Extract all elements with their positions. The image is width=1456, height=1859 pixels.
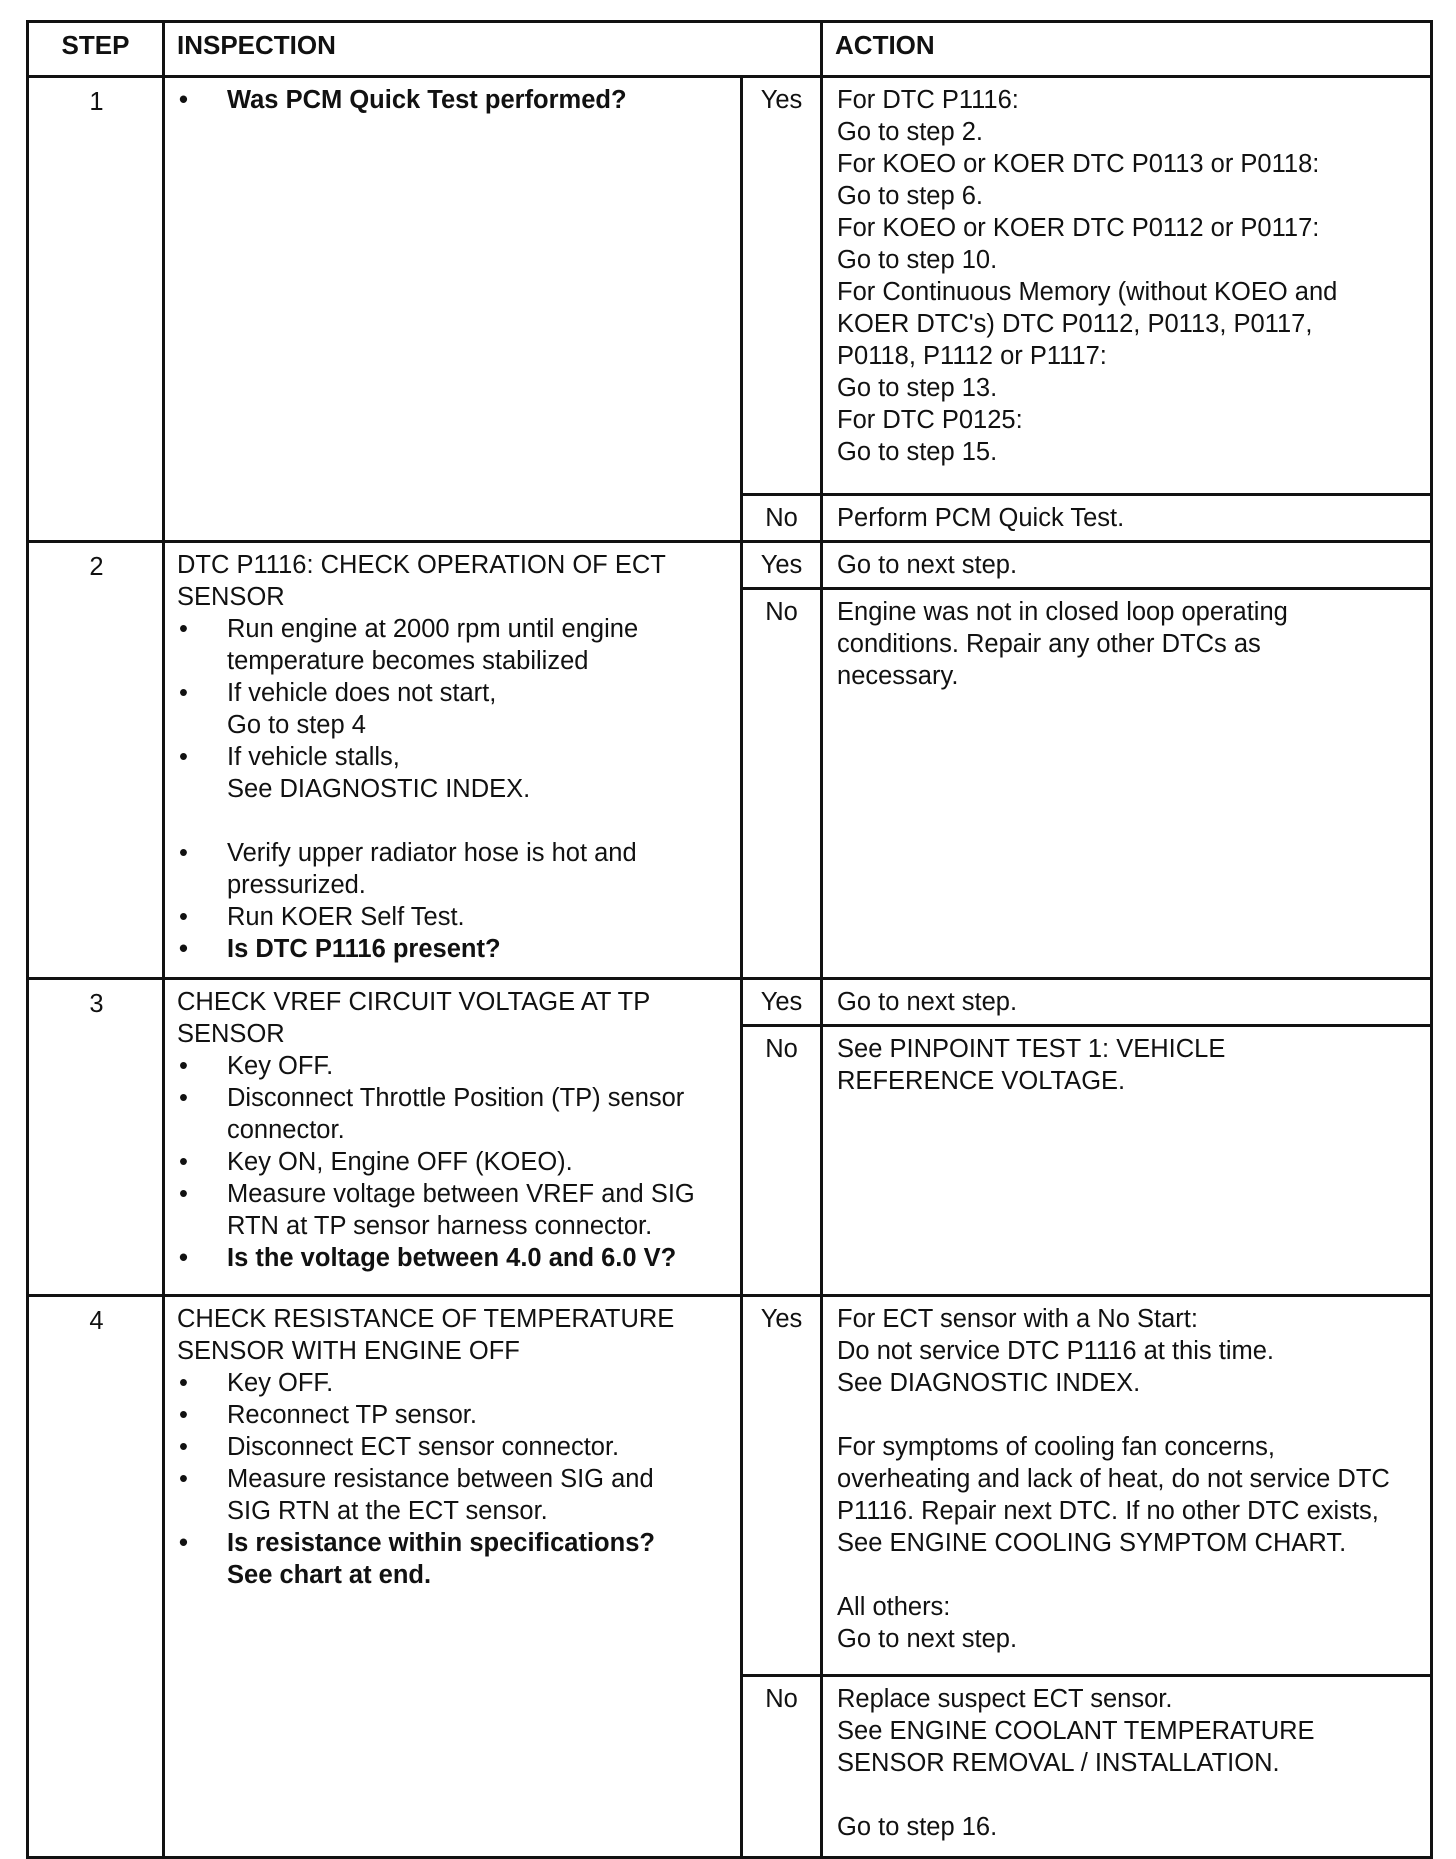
action-line: For KOEO or KOER DTC P0113 or P0118: — [837, 150, 1320, 178]
bullet-icon: • — [179, 1433, 188, 1461]
bullet-text: Run engine at 2000 rpm until engine — [227, 615, 639, 643]
bullet-text: Measure voltage between VREF and SIG — [227, 1180, 695, 1208]
inspection-title: CHECK VREF CIRCUIT VOLTAGE AT TP — [177, 988, 651, 1016]
table-row — [28, 979, 1432, 1026]
yes-action — [822, 77, 1432, 495]
inspection-title: SENSOR — [177, 1020, 285, 1048]
bullet-icon: • — [179, 1529, 188, 1557]
yes-action — [822, 979, 1432, 1026]
bullet-icon: • — [179, 1401, 188, 1429]
no-label: No — [742, 1676, 822, 1858]
bullet-icon: • — [179, 1148, 188, 1176]
action-line: Perform PCM Quick Test. — [837, 504, 1125, 532]
inspection-bullet — [177, 741, 732, 805]
action-line: Engine was not in closed loop operating — [837, 598, 1288, 626]
inspection-bullet — [177, 613, 732, 677]
action-line: P0118, P1112 or P1117: — [837, 342, 1107, 370]
inspection-bullet — [177, 677, 732, 741]
action-line: necessary. — [837, 662, 959, 690]
header-step: STEP — [28, 22, 164, 77]
bullet-text: RTN at TP sensor harness connector. — [227, 1212, 653, 1240]
yes-action — [822, 1296, 1432, 1676]
bullet-text: temperature becomes stabilized — [227, 647, 589, 675]
no-label: No — [742, 589, 822, 979]
action-line: Go to next step. — [837, 988, 1018, 1016]
action-line: Do not service DTC P1116 at this time. — [837, 1337, 1274, 1365]
table-row — [28, 1296, 1432, 1676]
bullet-text: Key ON, Engine OFF (KOEO). — [227, 1148, 573, 1176]
inspection-bullet — [177, 1431, 732, 1463]
bullet-icon: • — [179, 743, 188, 771]
inspection-bullet — [177, 1242, 732, 1274]
bullet-icon: • — [179, 903, 188, 931]
bullet-text: SIG RTN at the ECT sensor. — [227, 1497, 548, 1525]
inspection-bullet — [177, 1463, 732, 1527]
inspection-bullet — [177, 1178, 732, 1242]
inspection-title: SENSOR — [177, 583, 285, 611]
step-number: 4 — [28, 1296, 164, 1858]
action-line: Go to step 13. — [837, 374, 998, 402]
inspection-cell — [164, 77, 742, 542]
bullet-icon: • — [179, 1369, 188, 1397]
bullet-icon: • — [179, 935, 188, 963]
action-line: SENSOR REMOVAL / INSTALLATION. — [837, 1749, 1280, 1777]
action-line: All others: — [837, 1593, 951, 1621]
action-line: For Continuous Memory (without KOEO and — [837, 278, 1338, 306]
bullet-icon: • — [179, 1052, 188, 1080]
no-label: No — [742, 495, 822, 542]
action-line: For symptoms of cooling fan concerns, — [837, 1433, 1275, 1461]
bullet-text: Key OFF. — [227, 1369, 334, 1397]
yes-label: Yes — [742, 542, 822, 589]
inspection-bullet — [177, 837, 732, 901]
bullet-icon: • — [179, 615, 188, 643]
no-label: No — [742, 1026, 822, 1296]
table-row — [28, 542, 1432, 589]
action-line: Go to step 10. — [837, 246, 998, 274]
action-line: See DIAGNOSTIC INDEX. — [837, 1369, 1141, 1397]
yes-action — [822, 542, 1432, 589]
yes-label: Yes — [742, 979, 822, 1026]
action-line: See PINPOINT TEST 1: VEHICLE — [837, 1035, 1226, 1063]
bullet-icon: • — [179, 679, 188, 707]
action-line: Go to step 6. — [837, 182, 984, 210]
diagnostic-table — [26, 20, 1433, 1859]
bullet-icon: • — [179, 86, 188, 114]
bullet-icon: • — [179, 839, 188, 867]
bullet-text: Run KOER Self Test. — [227, 903, 465, 931]
action-line: overheating and lack of heat, do not service DTC — [837, 1465, 1390, 1493]
action-line: KOER DTC's) DTC P0112, P0113, P0117, — [837, 310, 1313, 338]
action-line: Replace suspect ECT sensor. — [837, 1685, 1173, 1713]
bullet-text: Reconnect TP sensor. — [227, 1401, 477, 1429]
no-action — [822, 589, 1432, 979]
header-action: ACTION — [822, 22, 1432, 77]
bullet-icon: • — [179, 1465, 188, 1493]
action-line: Go to step 2. — [837, 118, 984, 146]
bullet-text: See chart at end. — [227, 1561, 432, 1589]
bullet-icon: • — [179, 1180, 188, 1208]
bullet-text: Measure resistance between SIG and — [227, 1465, 654, 1493]
bullet-text: Disconnect ECT sensor connector. — [227, 1433, 620, 1461]
action-line: REFERENCE VOLTAGE. — [837, 1067, 1126, 1095]
bullet-text: If vehicle stalls, — [227, 743, 400, 771]
step-number: 1 — [28, 77, 164, 542]
action-line: conditions. Repair any other DTCs as — [837, 630, 1261, 658]
inspection-bullet — [177, 1146, 732, 1178]
inspection-bullet — [177, 1399, 732, 1431]
bullet-text: Key OFF. — [227, 1052, 334, 1080]
bullet-text: Is resistance within specifications? — [227, 1529, 655, 1557]
action-line: Go to next step. — [837, 551, 1018, 579]
yes-label: Yes — [742, 77, 822, 495]
no-action — [822, 1676, 1432, 1858]
bullet-text: Is the voltage between 4.0 and 6.0 V? — [227, 1244, 677, 1272]
bullet-text: pressurized. — [227, 871, 366, 899]
bullet-text: Is DTC P1116 present? — [227, 935, 501, 963]
bullet-text: Verify upper radiator hose is hot and — [227, 839, 637, 867]
action-line: Go to step 15. — [837, 438, 998, 466]
bullet-icon: • — [179, 1244, 188, 1272]
inspection-title: DTC P1116: CHECK OPERATION OF ECT — [177, 551, 666, 579]
bullet-text: If vehicle does not start, — [227, 679, 497, 707]
inspection-cell — [164, 542, 742, 979]
action-line: See ENGINE COOLING SYMPTOM CHART. — [837, 1529, 1347, 1557]
bullet-text: connector. — [227, 1116, 345, 1144]
bullet-text: See DIAGNOSTIC INDEX. — [227, 775, 531, 803]
inspection-bullet — [177, 901, 732, 933]
action-line: Go to next step. — [837, 1625, 1018, 1653]
no-action — [822, 495, 1432, 542]
bullet-text: Go to step 4 — [227, 711, 366, 739]
inspection-bullet — [177, 84, 732, 116]
action-line: Go to step 16. — [837, 1813, 998, 1841]
action-line: For DTC P0125: — [837, 406, 1023, 434]
action-line: For KOEO or KOER DTC P0112 or P0117: — [837, 214, 1320, 242]
inspection-cell — [164, 979, 742, 1296]
action-line: For DTC P1116: — [837, 86, 1019, 114]
action-line: For ECT sensor with a No Start: — [837, 1305, 1198, 1333]
no-action — [822, 1026, 1432, 1296]
step-number: 2 — [28, 542, 164, 979]
table-row — [28, 77, 1432, 495]
inspection-title: SENSOR WITH ENGINE OFF — [177, 1337, 520, 1365]
step-number: 3 — [28, 979, 164, 1296]
inspection-bullet — [177, 1367, 732, 1399]
inspection-bullet — [177, 1527, 732, 1591]
inspection-cell — [164, 1296, 742, 1858]
yes-label: Yes — [742, 1296, 822, 1676]
action-line: P1116. Repair next DTC. If no other DTC exists, — [837, 1497, 1379, 1525]
bullet-text: Was PCM Quick Test performed? — [227, 86, 627, 114]
inspection-bullet — [177, 933, 732, 965]
header-inspection: INSPECTION — [164, 22, 822, 77]
bullet-text: Disconnect Throttle Position (TP) sensor — [227, 1084, 685, 1112]
header-row — [28, 22, 1432, 77]
bullet-icon: • — [179, 1084, 188, 1112]
inspection-bullet — [177, 1050, 732, 1082]
inspection-bullet — [177, 1082, 732, 1146]
inspection-title: CHECK RESISTANCE OF TEMPERATURE — [177, 1305, 675, 1333]
action-line: See ENGINE COOLANT TEMPERATURE — [837, 1717, 1315, 1745]
